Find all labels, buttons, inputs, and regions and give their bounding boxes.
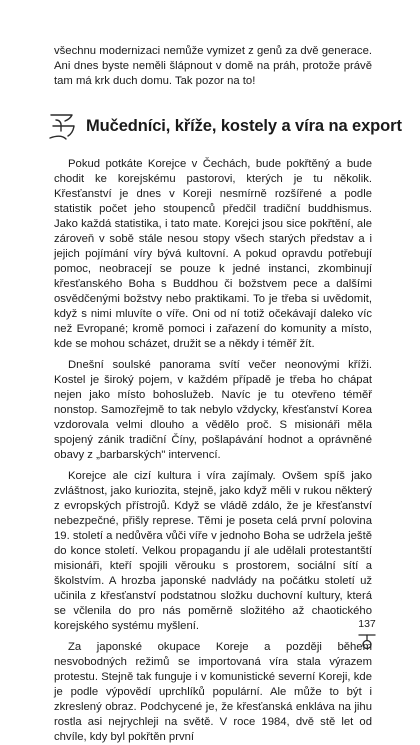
paragraph-3: Korejce ale cizí kultura i víra zajímaly. Ovšem spíš jako zvláštnost, jako kuriozita, stejně, jako když měli v rukou některý z evropských přístrojů. Když se vládě zdálo, že je křesťanství nebezpečné, přišly represe. Těmi je poseta celá první polovina 19. století a nedůvěra vůči víře v jednoho Boha se udržela ještě do konce století. Velkou propagandu jí ale udělali protestantští misionáři, kteří spojili věrouku s prostorem, sociální sítí a školstvím. A hrozba japonské nadvlády na počátku století už učinila z křesťanství podstatnou složku duchovní kultury, která se včlenila do pro nás poměrně složitého až chaotického korejského systému myšlení. [54, 470, 372, 632]
section-heading [46, 109, 402, 143]
intro-paragraph: všechnu modernizaci nemůže vymizet z genů za dvě generace. Ani dnes byste neměli šlápnout v domě na práh, protože právě tam má krk duch domu. Tak pozor na to! [54, 45, 372, 87]
page-folio [350, 618, 384, 650]
paragraph-2: Dnešní soulské panorama svítí večer neonovými kříži. Kostel je široký pojem, v každém případě je třeba ho chápat nejen jako místo bohoslužeb. Navíc je tu otevřeno téměř nonstop. Samozřejmě to tak nebylo vždycky, křesťanství Korea vzdorovala velmi dlouho a vědělo proč. S misionáři měla spojený zánik tradiční Číny, pošlapávání hodnot a oprávněné obavy z „barbarských" intervencí. [54, 359, 372, 461]
page-content [54, 44, 402, 745]
section-title: Mučedníci, kříže, kostely a víra na export [86, 117, 402, 135]
page-number: 137 [358, 618, 376, 630]
paragraph-4: Za japonské okupace Koreje a později během nesvobodných režimů se importovaná víra stala výrazem protestu. Stejně tak funguje i v komunistické severní Koreji, kde je podle výpovědí uprchlíků populární. Ale může to být i zkreslený obraz. Podchycené je, že křesťanská enkláva na jihu rostla asi nejrychleji na světě. V roce 1984, dvě stě let od chvíle, kdy byl pokřtěn první [54, 641, 372, 743]
paragraph-1: Pokud potkáte Korejce v Čechách, bude pokřtěný a bude chodit ke korejskému pastorovi, kterých je tu několik. Křesťanství je dnes v Koreji nesmírně rozšířené a podle statistik počet jeho stoupenců předčil tradiční buddhismus. Jako každá statistika, i tato mate. Korejci jsou sice pokřtění, ale zároveň v sobě stále nesou stopy všech starých představ a i jejich pojímání víry bývá kultovní. A pokud opravdu potřebují pomoc, neobracejí se pouze k jedné instanci, zkombinují křesťanského Boha s Buddhou či božstvem pece a dalšími osvědčenými božstvy nebo praktikami. To je třeba si uvědomit, když s nimi mluvíte o víře. Oni od ní totiž očekávají daleko víc než Evropané; kromě pomoci i zařazení do komunity a místo, kde se mohou scházet, družit se a někdy i téměř žít. [54, 158, 372, 350]
chinese-character-glyph-icon [46, 109, 80, 143]
ornament-icon [357, 632, 377, 650]
